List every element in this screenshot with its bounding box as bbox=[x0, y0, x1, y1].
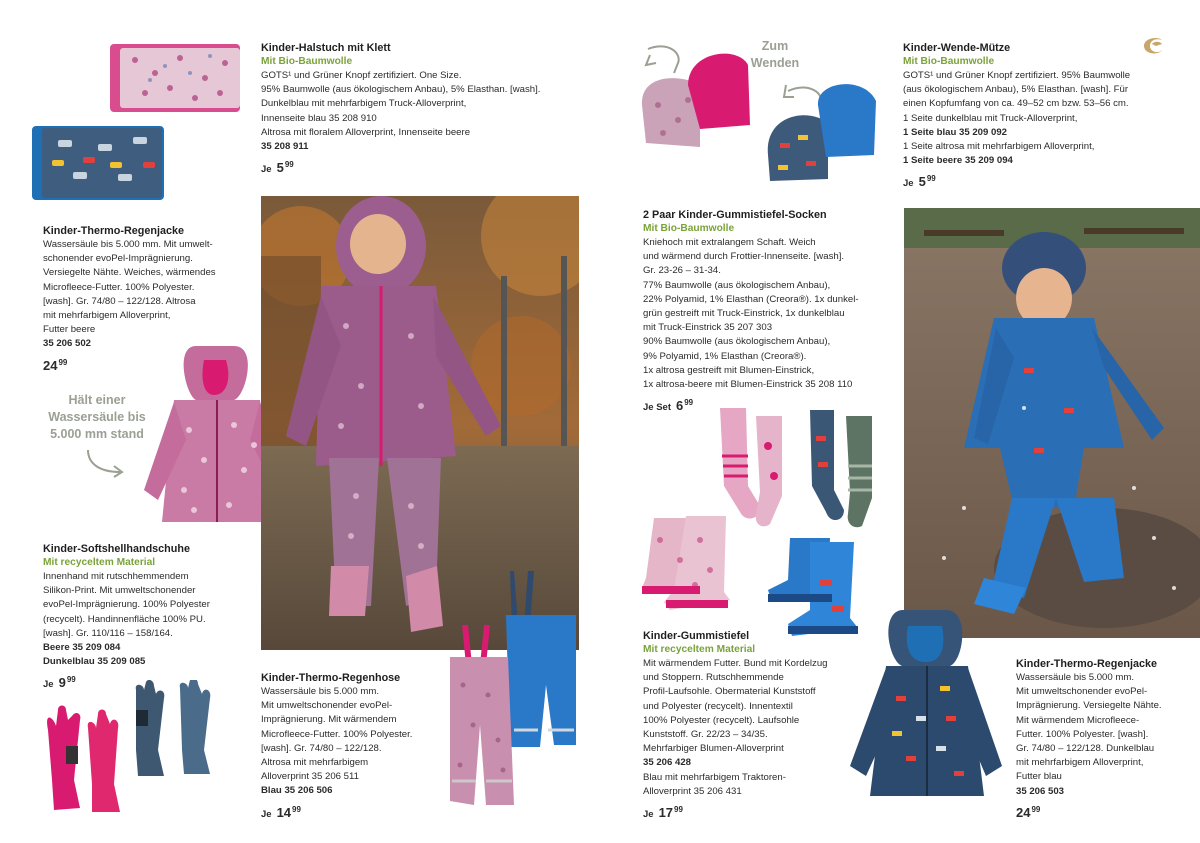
desc-line: schonender evoPel-Imprägnierung. bbox=[43, 253, 193, 265]
article-number: 35 206 503 bbox=[1016, 785, 1065, 797]
desc-line: Microfleece-Futter. 100% Polyester. bbox=[43, 281, 195, 293]
desc-line: Alloverprint 35 206 511 bbox=[261, 771, 359, 783]
price-main: 14 bbox=[276, 804, 292, 820]
price-main: 24 bbox=[43, 357, 58, 373]
product-socken bbox=[643, 208, 893, 415]
desc-line: 1 Seite altrosa mit mehrfarbigem Alloverprint, bbox=[903, 141, 1095, 153]
desc-line: Mit umweltschonender evoPel- bbox=[261, 700, 393, 712]
gloves-image bbox=[40, 680, 230, 816]
price-main: 6 bbox=[676, 398, 684, 414]
desc-line: GOTS¹ und Grüner Knopf zertifiziert. One Size. bbox=[261, 70, 462, 81]
desc-line: Gr. 74/80 – 122/128. Dunkelblau bbox=[1016, 743, 1155, 755]
product-title: Kinder-Halstuch mit Klett bbox=[261, 42, 391, 54]
desc-line: Blau mit mehrfarbigem Traktoren- bbox=[643, 771, 786, 783]
desc-line: Gr. 23-26 – 31-34. bbox=[643, 265, 721, 277]
desc-line: Microfleece-Futter. 100% Polyester. bbox=[261, 728, 413, 740]
product-subtitle: Mit Bio-Baumwolle bbox=[643, 223, 735, 234]
desc-line: Dunkelblau mit mehrfarbigem Truck-Alloverprint, bbox=[261, 98, 467, 110]
price bbox=[261, 803, 451, 822]
boy-puddle-photo bbox=[904, 208, 1200, 638]
desc-line: evoPel-Imprägnierung. 100% Polyester bbox=[43, 599, 210, 611]
callout-wenden: Zum Wenden bbox=[750, 39, 800, 70]
desc-line: mit mehrfarbigem Alloverprint, bbox=[43, 310, 171, 322]
price-main: 9 bbox=[58, 675, 66, 691]
product-title: 2 Paar Kinder-Gummistiefel-Socken bbox=[643, 209, 827, 221]
article-number: Blau 35 206 506 bbox=[261, 785, 333, 797]
desc-line: Innenhand mit rutschhemmendem bbox=[43, 571, 189, 582]
desc-line: 95% Baumwolle (aus ökologischem Anbau), 5% Elasthan. [wash]. bbox=[261, 84, 541, 96]
desc-line: und Stoppern. Rutschhemmende bbox=[643, 672, 784, 684]
product-halstuch bbox=[261, 41, 551, 177]
price-cents: 99 bbox=[292, 804, 301, 814]
product-muetze bbox=[903, 41, 1183, 192]
price-cents: 99 bbox=[58, 357, 68, 367]
rainpants-image bbox=[448, 565, 580, 807]
desc-line: und wärmend durch Frottier-Innenseite. [wash]. bbox=[643, 251, 845, 263]
price-prefix: Je bbox=[261, 164, 272, 176]
desc-line: 100% Polyester (recycelt). Laufsohle bbox=[643, 714, 800, 726]
desc-line: Wassersäule bis 5.000 mm. bbox=[261, 686, 380, 697]
desc-line: Profil-Laufsohle. Obermaterial Kunststoff bbox=[643, 686, 816, 698]
price bbox=[643, 803, 853, 822]
price-cents: 99 bbox=[674, 805, 683, 815]
desc-line: Mit wärmendem Futter. Bund mit Kordelzug bbox=[643, 658, 828, 669]
desc-line: [wash]. Gr. 74/80 – 122/128. bbox=[261, 742, 382, 754]
desc-line: Silikon-Print. Mit umweltschonender bbox=[43, 585, 196, 597]
product-subtitle: Mit recyceltem Material bbox=[643, 644, 756, 655]
article-number: Dunkelblau 35 209 085 bbox=[43, 656, 146, 668]
desc-line: Kunststoff. Gr. 22/23 – 34/35. bbox=[643, 729, 768, 741]
desc-line: und Polyester (recycelt). Innentextil bbox=[643, 700, 793, 712]
price-main: 17 bbox=[658, 805, 674, 821]
desc-line: Altrosa mit mehrfarbigem bbox=[261, 757, 369, 769]
desc-line: mit Truck-Einstrick 35 207 303 bbox=[643, 322, 773, 334]
desc-line: Futter beere bbox=[43, 324, 96, 336]
desc-line: Alloverprint 35 206 431 bbox=[643, 785, 742, 797]
product-gummistiefel bbox=[643, 629, 853, 822]
scarf-pink-image bbox=[110, 38, 245, 118]
price bbox=[1016, 803, 1196, 820]
price-main: 5 bbox=[918, 174, 926, 190]
desc-line: grün gestreift mit Truck-Einstrick, 1x dunkelblau bbox=[643, 308, 845, 320]
price bbox=[261, 158, 551, 177]
article-number: Beere 35 209 084 bbox=[43, 642, 121, 654]
desc-line: Imprägnierung. Versiegelte Nähte. bbox=[1016, 700, 1162, 712]
product-softshell bbox=[43, 542, 253, 693]
product-title: Kinder-Thermo-Regenjacke bbox=[1016, 658, 1157, 670]
desc-line: Innenseite blau 35 208 910 bbox=[261, 112, 377, 124]
arrow-icon bbox=[82, 446, 128, 478]
desc-line: Mit umweltschonender evoPel- bbox=[1016, 686, 1148, 698]
desc-line: [wash]. Gr. 110/116 – 158/164. bbox=[43, 627, 173, 639]
product-title: Kinder-Thermo-Regenjacke bbox=[43, 225, 184, 237]
article-number: 35 206 502 bbox=[43, 338, 92, 350]
desc-line: Versiegelte Nähte. Weiches, wärmendes bbox=[43, 267, 216, 279]
desc-line: GOTS¹ und Grüner Knopf zertifiziert. 95% Baumwolle bbox=[903, 70, 1131, 81]
desc-line: 9% Polyamid, 1% Elasthan (Creora®). bbox=[643, 350, 807, 362]
product-regenhose bbox=[261, 671, 451, 822]
desc-line: Mit wärmendem Microfleece- bbox=[1016, 714, 1140, 726]
brand-logo-icon bbox=[1140, 32, 1166, 58]
article-number: 1 Seite blau 35 209 092 bbox=[903, 126, 1007, 138]
desc-line: Wassersäule bis 5.000 mm. bbox=[1016, 672, 1135, 683]
article-number: 35 208 911 bbox=[261, 141, 309, 153]
desc-line: 77% Baumwolle (aus ökologischem Anbau), bbox=[643, 279, 831, 291]
desc-line: 1x altrosa-beere mit Blumen-Einstrick 35 208 110 bbox=[643, 379, 853, 391]
product-subtitle: Mit recyceltem Material bbox=[43, 557, 156, 568]
price-cents: 99 bbox=[66, 675, 76, 685]
desc-line: einen Kopfumfang von ca. 49–52 cm bzw. 53–56 cm. bbox=[903, 98, 1129, 110]
product-subtitle: Mit Bio-Baumwolle bbox=[261, 56, 353, 67]
price-prefix: Je Set bbox=[643, 402, 671, 414]
desc-line: 22% Polyamid, 1% Elasthan (Creora®). 1x dunkel- bbox=[643, 293, 859, 305]
price-cents: 99 bbox=[684, 398, 694, 408]
product-title: Kinder-Gummistiefel bbox=[643, 630, 750, 642]
jacket-navy-image bbox=[846, 606, 1006, 798]
price bbox=[903, 172, 1183, 191]
desc-line: Futter. 100% Polyester. [wash]. bbox=[1016, 728, 1149, 740]
price-prefix: Je bbox=[903, 178, 914, 190]
desc-line: Imprägnierung. Mit wärmendem bbox=[261, 714, 397, 726]
product-thermo-jacke-right bbox=[1016, 657, 1196, 820]
desc-line: Altrosa mit floralem Alloverprint, Innenseite beere bbox=[261, 126, 471, 138]
article-number: 35 206 428 bbox=[643, 757, 692, 769]
price-prefix: Je bbox=[261, 808, 272, 820]
desc-line: Futter blau bbox=[1016, 771, 1062, 783]
desc-line: 1x altrosa gestreift mit Blumen-Einstrick, bbox=[643, 364, 815, 376]
boots-image bbox=[640, 510, 860, 642]
desc-line: Wassersäule bis 5.000 mm. Mit umwelt- bbox=[43, 239, 213, 250]
price-cents: 99 bbox=[1031, 804, 1041, 814]
product-title: Kinder-Wende-Mütze bbox=[903, 42, 1011, 54]
product-title: Kinder-Softshellhandschuhe bbox=[43, 543, 190, 555]
desc-line: mit mehrfarbigem Alloverprint, bbox=[1016, 757, 1144, 769]
desc-line: 90% Baumwolle (aus ökologischem Anbau), bbox=[643, 336, 831, 348]
product-subtitle: Mit Bio-Baumwolle bbox=[903, 56, 995, 67]
price-cents: 99 bbox=[284, 160, 294, 170]
price-prefix: Je bbox=[43, 679, 54, 691]
price-prefix: Je bbox=[643, 809, 654, 821]
desc-line: 1 Seite dunkelblau mit Truck-Alloverprint, bbox=[903, 112, 1078, 124]
desc-line: (aus ökologischem Anbau), 5% Elasthan. [wash]. Für bbox=[903, 84, 1129, 96]
callout-wassersaeule: Hält einer Wassersäule bis 5.000 mm stand bbox=[48, 393, 146, 441]
price-cents: 99 bbox=[926, 174, 936, 184]
desc-line: Mehrfarbiger Blumen-Alloverprint bbox=[643, 743, 784, 755]
desc-line: (recycelt). Handinnenfläche 100% PU. bbox=[43, 613, 206, 625]
desc-line: Kniehoch mit extralangem Schaft. Weich bbox=[643, 237, 816, 248]
product-title: Kinder-Thermo-Regenhose bbox=[261, 672, 401, 684]
price-main: 5 bbox=[276, 160, 284, 176]
article-number: 1 Seite beere 35 209 094 bbox=[903, 155, 1013, 167]
price-main: 24 bbox=[1016, 804, 1031, 820]
desc-line: [wash]. Gr. 74/80 – 122/128. Altrosa bbox=[43, 295, 196, 307]
scarf-navy-image bbox=[28, 122, 168, 204]
